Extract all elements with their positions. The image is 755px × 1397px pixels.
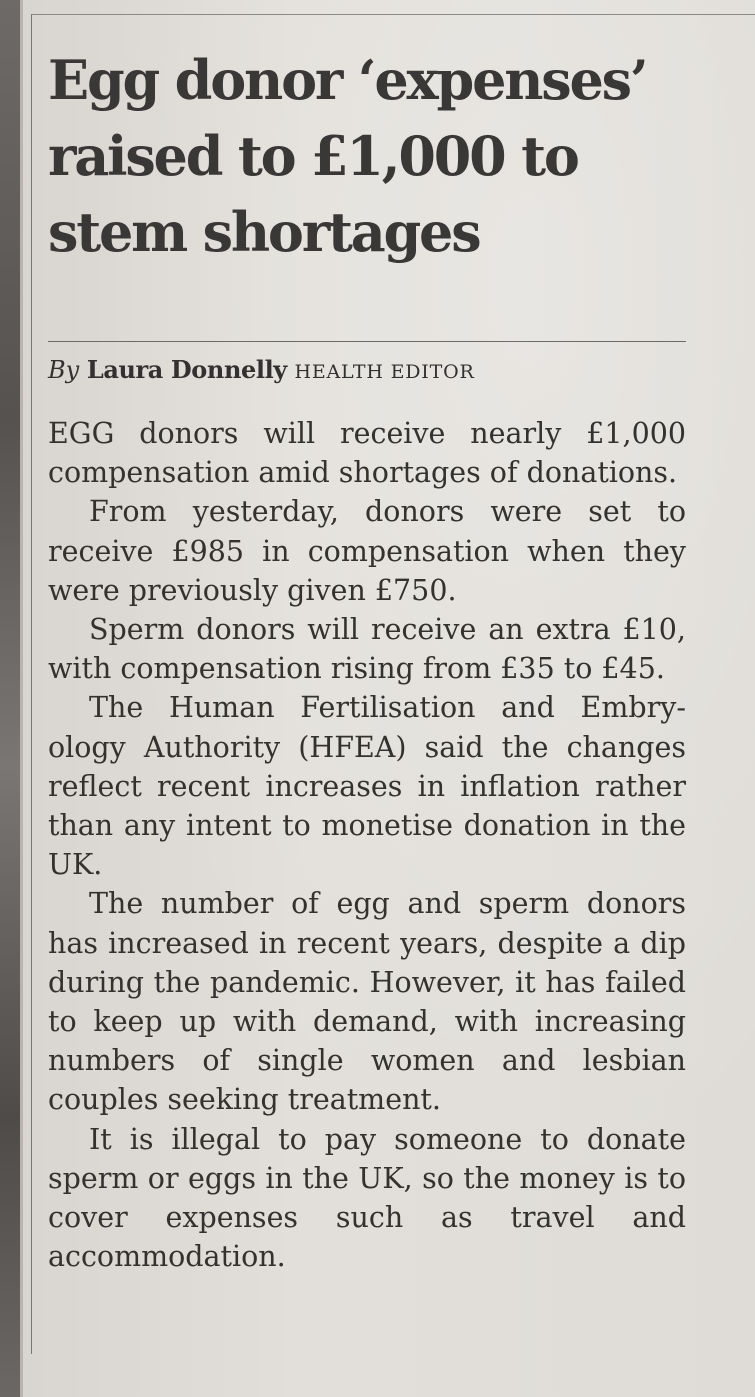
article-paragraph: The number of egg and sperm donors has increased in recent years, despite a dip during the pandemic. However, it has failed to keep up with demand, with increasing numbers of single women and lesbian couples seeking treatment. (48, 887, 686, 1117)
article-paragraph: EGG donors will receive nearly £1,000 compensation amid shortages of donations. (48, 417, 686, 490)
byline (48, 348, 475, 394)
byline-author: Laura Donnelly (86, 355, 287, 384)
article-paragraph: Sperm donors will receive an extra £10, with compensation rising from £35 to £45. (48, 613, 686, 686)
column-rule (31, 14, 32, 1354)
article-body (48, 414, 686, 1276)
article-paragraph: It is illegal to pay someone to donate sperm or eggs in the UK, so the money is to cover expenses such as travel and accommodation. (48, 1122, 686, 1274)
adjacent-photo-edge (0, 0, 20, 1397)
top-rule (32, 14, 755, 15)
headline-rule (48, 341, 686, 342)
byline-by: By (48, 356, 80, 384)
article-headline: Egg donor ‘expenses’ raised to £1,000 to stem shortages (48, 48, 647, 264)
article-paragraph: From yesterday, donors were set to receive £985 in compensation when they were previously given £750. (48, 495, 686, 607)
byline-role: HEALTH EDITOR (294, 361, 475, 383)
article-paragraph: The Human Fertilisation and Embryology Authority (HFEA) said the changes reflect recent increases in inflation rather than any intent to monetise donation in the UK. (48, 691, 686, 882)
